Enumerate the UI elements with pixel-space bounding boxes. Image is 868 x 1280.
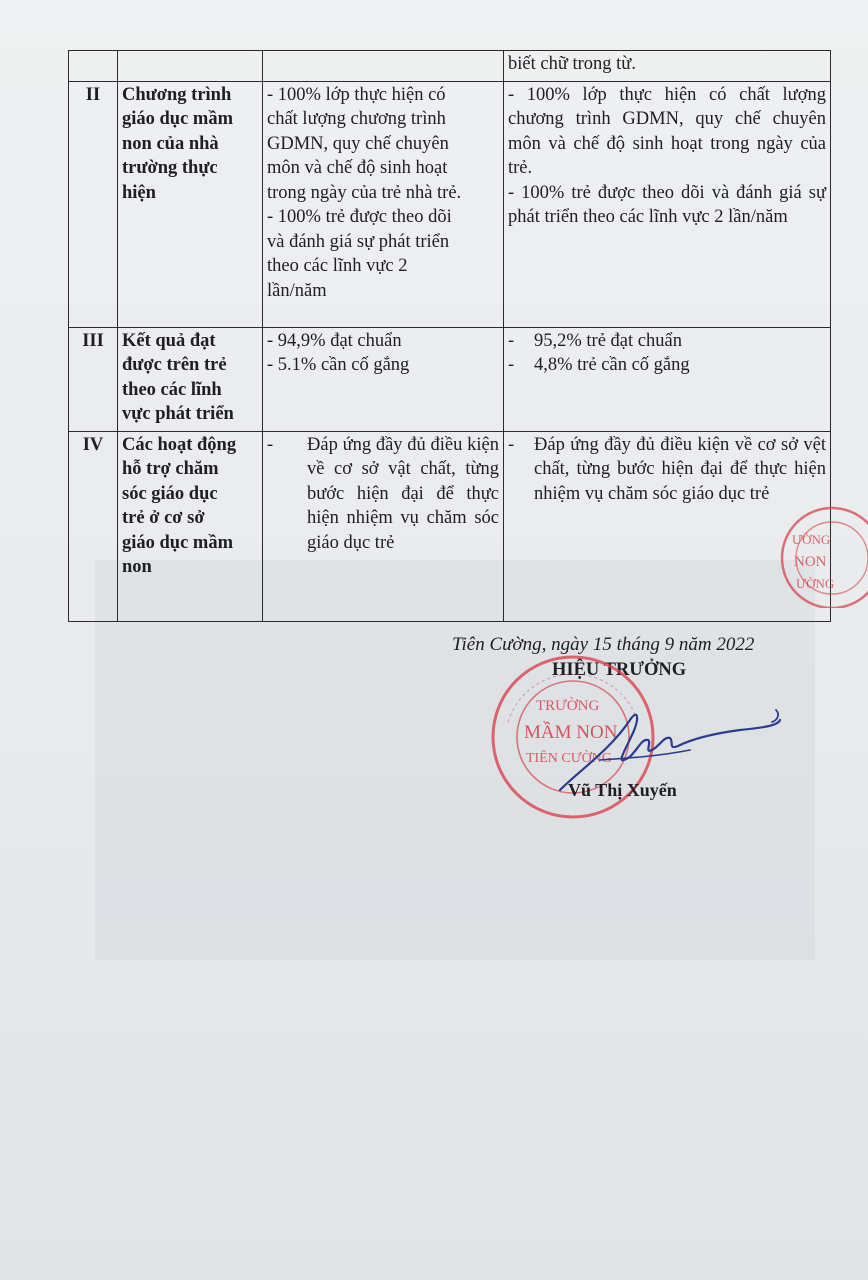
svg-text:TIÊN CƯỜNG: TIÊN CƯỜNG	[526, 751, 612, 766]
signer-name: Vũ Thị Xuyến	[568, 780, 677, 800]
svg-text:NON: NON	[794, 554, 827, 570]
row-heading: Các hoạt động hỗ trợ chăm sóc giáo dục trẻ ở cơ sở giáo dục mầm non	[118, 431, 263, 621]
table-row	[69, 431, 831, 621]
school-seal-partial	[772, 498, 868, 608]
cell-previous-year	[263, 431, 504, 621]
row-number: III	[69, 327, 118, 431]
list-item: - Đáp ứng đầy đủ điều kiện về cơ sở vật chất, từng bước hiện đại để thực hiện nhiệm vụ chăm sóc giáo dục trẻ	[267, 434, 499, 553]
list-item: - 95,2% trẻ đạt chuẩn	[508, 330, 682, 351]
svg-text:ƯỜNG: ƯỜNG	[792, 532, 831, 547]
cell-current-year	[504, 327, 831, 431]
svg-text:ƯỜNG: ƯỜNG	[796, 576, 835, 591]
svg-text:MẦM NON: MẦM NON	[524, 722, 618, 743]
cell-previous-year: - 100% lớp thực hiện có chất lượng chương trình GDMN, quy chế chuyên môn và chế độ sinh hoạt trong ngày của trẻ nhà trẻ. - 100% trẻ được theo dõi và đánh giá sự phát triển theo các lĩnh vực 2 lần/năm	[263, 81, 504, 327]
table-cell	[263, 51, 504, 82]
table-cell	[504, 51, 831, 82]
table-cell	[118, 51, 263, 82]
table-row	[69, 51, 831, 82]
table-row	[69, 327, 831, 431]
list-item: - 4,8% trẻ cần cố gắng	[508, 355, 690, 375]
cell-text: biết chữ trong từ.	[508, 54, 636, 74]
row-heading: Chương trình giáo dục mầm non của nhà trường thực hiện	[118, 81, 263, 327]
cell-previous-year: - 94,9% đạt chuẩn - 5.1% cần cố gắng	[263, 327, 504, 431]
table-row	[69, 81, 831, 327]
svg-text:TRƯỜNG: TRƯỜNG	[536, 698, 600, 714]
signer-title: HIỆU TRƯỞNG	[552, 660, 687, 680]
row-number: II	[69, 81, 118, 327]
row-number: IV	[69, 431, 118, 621]
cell-current-year: - 100% lớp thực hiện có chất lượng chương trình GDMN, quy chế chuyên môn và chế độ sinh hoạt trong ngày của trẻ. - 100% trẻ được theo dõi và đánh giá sự phát triển theo các lĩnh vực 2 lần/năm	[504, 81, 831, 327]
row-heading: Kết quả đạt được trên trẻ theo các lĩnh vực phát triển	[118, 327, 263, 431]
list-item: - Đáp ứng đầy đủ điều kiện về cơ sở vệt chất, từng bước hiện đại để thực hiện nhiệm vụ chăm sóc giáo dục trẻ	[508, 434, 826, 504]
table-cell	[69, 51, 118, 82]
comparison-table	[68, 50, 831, 622]
signing-date: Tiên Cường, ngày 15 tháng 9 năm 2022	[452, 634, 755, 655]
